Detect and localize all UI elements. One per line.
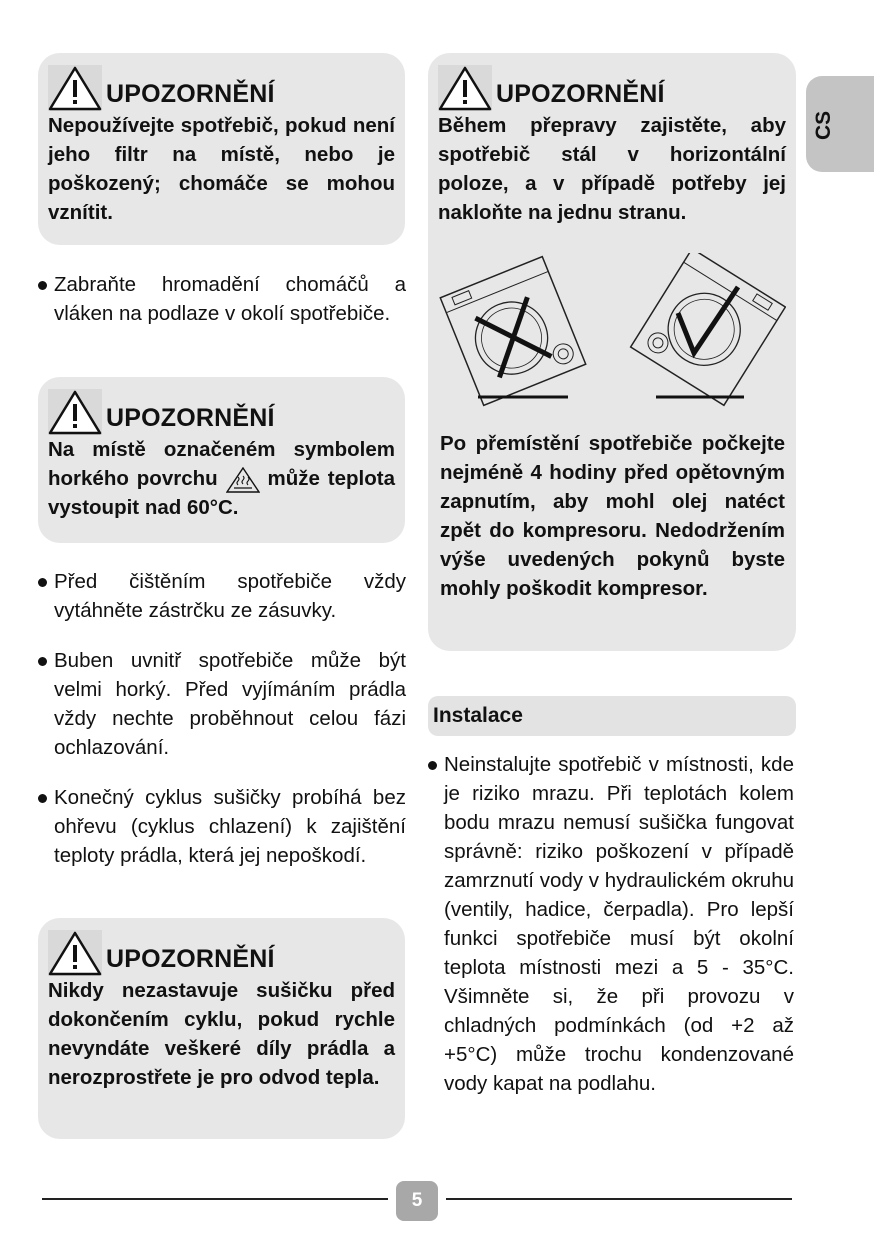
warning-header (438, 63, 786, 111)
warning-title: UPOZORNĚNÍ (496, 80, 665, 108)
tilt-illustration (438, 253, 786, 413)
warning-title: UPOZORNĚNÍ (106, 404, 275, 432)
warning-box-filter (38, 53, 405, 245)
warning-triangle-icon (48, 389, 102, 435)
page-number: 5 (396, 1181, 438, 1221)
list-item-text: Neinstalujte spotřebič v místnosti, kde je riziko mrazu. Při teplotách kolem bodu mrazu nemusí sušička fungovat správně: riziko poškození v případě zamrznutí vody v hydraulickém okruhu (ventily, hadice, čerpadla). Pro lepší funkci spotřebiče musí být okolní teplota místnosti mezi a 5 - 35°C. Všimněte si, že při provozu v chladných podmínkách (od +2 až +5°C) může trochu kondenzované vody kapat na podlahu. (444, 753, 794, 1095)
list-item (38, 783, 406, 870)
warning-box-transport (428, 53, 796, 651)
warning-text: Nikdy nezastavuje sušičku před dokončením cyklu, pokud rychle nevyndáte veškeré díly prádla a nerozprostřete je pro odvod tepla. (48, 979, 395, 1089)
list-item (428, 750, 794, 1098)
warning-triangle-icon (48, 65, 102, 111)
footer-divider-left (42, 1198, 388, 1200)
list-item-text: Buben uvnitř spotřebiče může být velmi horký. Před vyjímáním prádla vždy nechte proběhnout celou fázi ochlazování. (54, 649, 406, 759)
warning-header (48, 928, 395, 976)
list-item (38, 270, 406, 328)
warning-text (48, 435, 395, 522)
list-item-text: Zabraňte hromadění chomáčů a vláken na podlaze v okolí spotřebiče. (54, 273, 406, 325)
bullet-dot (428, 761, 437, 770)
list-item (38, 567, 406, 625)
warning-box-hot-surface (38, 377, 405, 543)
warning-text: Během přepravy zajistěte, aby spotřebič stál v horizontální poloze, a v případě potřeby jej nakloňte na jednu stranu. (438, 114, 786, 224)
warning-title: UPOZORNĚNÍ (106, 80, 275, 108)
list-item-text: Před čištěním spotřebiče vždy vytáhněte zástrčku ze zásuvky. (54, 570, 406, 622)
warning-box-stop-cycle (38, 918, 405, 1139)
bullet-dot (38, 281, 47, 290)
warning-header (48, 387, 395, 435)
warning-triangle-icon (438, 65, 492, 111)
section-heading-text: Instalace (433, 704, 523, 727)
bullet-dot (38, 578, 47, 587)
warning-header (48, 63, 395, 111)
footer-divider-right (446, 1198, 792, 1200)
warning-text-secondary: Po přemístění spotřebiče počkejte nejméně 4 hodiny před opětovným zapnutím, aby mohl olej natéct zpět do kompresoru. Nedodržením výše uvedených pokynů byste mohly poškodit kompresor. (440, 432, 785, 600)
language-tab-label: CS (812, 110, 835, 140)
bullet-dot (38, 657, 47, 666)
tilt-wrong-icon (440, 257, 585, 406)
list-item (38, 646, 406, 762)
warning-title: UPOZORNĚNÍ (106, 945, 275, 973)
warning-text-after: může teplota vystoupit nad 60°C. (48, 467, 396, 519)
hot-surface-icon (226, 467, 260, 493)
section-heading-installation (428, 696, 796, 736)
warning-text: Nepoužívejte spotřebič, pokud není jeho filtr na místě, nebo je poškozený; chomáče se mohou vznítit. (48, 114, 395, 224)
warning-triangle-icon (48, 930, 102, 976)
list-item-text: Konečný cyklus sušičky probíhá bez ohřevu (cyklus chlazení) k zajištění teploty prádla, která jej nepoškodí. (54, 786, 406, 867)
language-tab[interactable] (806, 76, 874, 172)
bullet-dot (38, 794, 47, 803)
warning-text-before: Na místě označeném symbolem horkého povrchu (48, 438, 395, 490)
